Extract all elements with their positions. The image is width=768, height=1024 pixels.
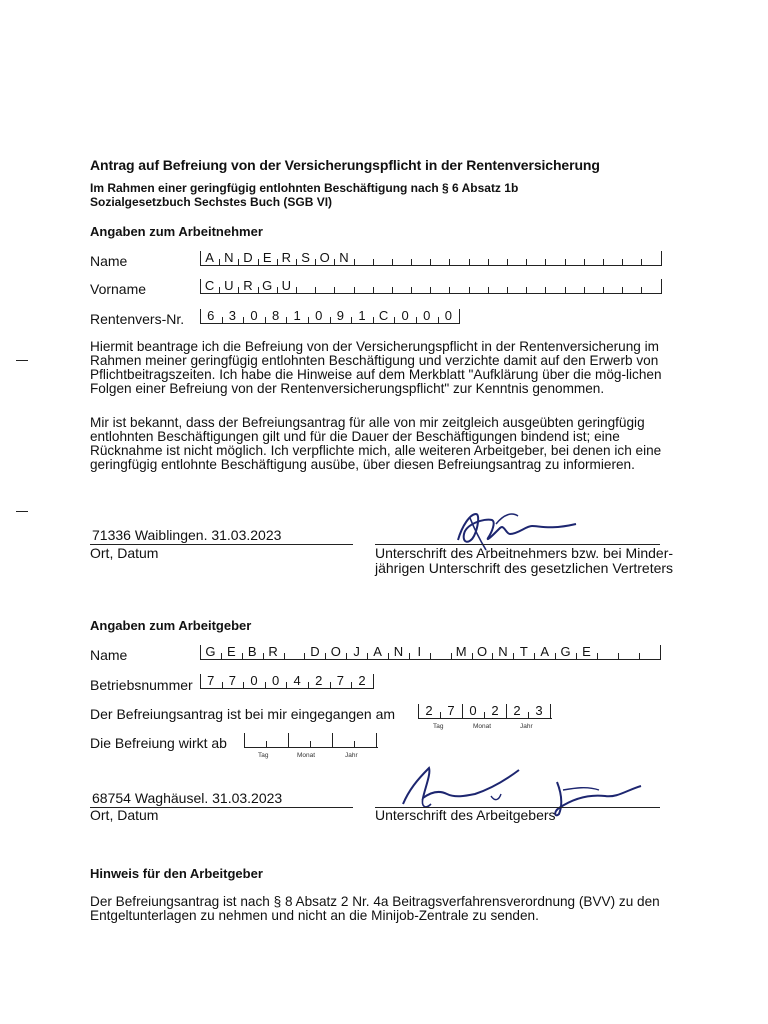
comb-cell [488, 279, 507, 293]
comb-cell [373, 251, 392, 265]
employer-number-field[interactable] [200, 674, 374, 689]
comb-cell: B [242, 645, 263, 659]
comb-cell: N [492, 645, 513, 659]
comb-cell: C [373, 309, 395, 323]
comb-end [660, 645, 661, 659]
comb-cell: I [409, 645, 430, 659]
comb-cell: N [334, 251, 353, 265]
comb-end [373, 674, 374, 688]
comb-cell: G [555, 645, 576, 659]
comb-cell: R [277, 251, 296, 265]
place-date-label: Ort, Datum [90, 545, 159, 561]
employee-firstname-field[interactable] [200, 279, 662, 294]
comb-cell: D [304, 645, 325, 659]
comb-cell: 0 [243, 309, 265, 323]
document-title: Antrag auf Befreiung von der Versicherungspflicht in der Rentenversicherung [90, 157, 600, 173]
comb-cell: C [200, 279, 219, 293]
comb-cell [641, 251, 660, 265]
comb-cell: T [513, 645, 534, 659]
declaration-paragraph-1: Hiermit beantrage ich die Befreiung von der Versicherungspflicht in der Rentenversicherung im Rahmen meiner geringfügig entlohnten Beschäftigung und verzichte damit auf den Erwerb von Pflichtbeitragszeiten. Ich habe die Hinweise auf dem Merkblatt "Aufklärung über die mög-lichen Folgen einer Befreiung von der Rentenversicherungspflicht" zur Kenntnis genommen. [90, 339, 662, 396]
name-label: Name [90, 253, 128, 269]
date-digit-cell: 2 [484, 704, 506, 718]
comb-cell [545, 279, 564, 293]
effective-date-field[interactable] [244, 733, 377, 747]
employer-name-field[interactable] [200, 645, 661, 660]
date-digit-cell [310, 733, 332, 747]
wirkt-ab-label: Die Befreiung wirkt ab [90, 735, 227, 751]
comb-cell [296, 279, 315, 293]
comb-cell: J [346, 645, 367, 659]
comb-cell: A [200, 251, 219, 265]
comb-cell [618, 645, 639, 659]
date-digit-cell [354, 733, 376, 747]
comb-cell [334, 279, 353, 293]
comb-cell [565, 279, 584, 293]
comb-cell: A [367, 645, 388, 659]
date-digit-cell [288, 733, 310, 747]
received-date-field[interactable] [418, 704, 551, 718]
comb-cell: 7 [222, 674, 244, 688]
date-digit-cell: 3 [528, 704, 550, 718]
date-digit-cell: 7 [440, 704, 462, 718]
comb-cell: E [576, 645, 597, 659]
eingegangen-label: Der Befreiungsantrag ist bei mir eingegangen am [90, 706, 396, 722]
date-digit-cell [244, 733, 266, 747]
comb-cell [430, 645, 451, 659]
comb-cell: O [325, 645, 346, 659]
comb-cell [639, 645, 660, 659]
comb-cell: 2 [308, 674, 330, 688]
punch-mark [16, 511, 28, 512]
comb-end [661, 251, 662, 265]
employee-name-field[interactable] [200, 251, 662, 266]
section-heading-hinweis: Hinweis für den Arbeitgeber [90, 866, 263, 881]
employer-place-date-value[interactable]: 68754 Waghäusel. 31.03.2023 [92, 790, 283, 806]
comb-cell [354, 251, 373, 265]
comb-cell [284, 645, 305, 659]
comb-cell [354, 279, 373, 293]
effective-tag-label: Tag [258, 752, 269, 759]
comb-cell [469, 279, 488, 293]
date-digit-cell: 2 [506, 704, 528, 718]
vorname-label: Vorname [90, 281, 147, 297]
document-subtitle-line2: Sozialgesetzbuch Sechstes Buch (SGB VI) [90, 195, 333, 209]
comb-cell [315, 279, 334, 293]
received-monat-label: Monat [473, 723, 492, 730]
comb-cell: S [296, 251, 315, 265]
comb-cell: 1 [351, 309, 373, 323]
employer-signature-label: Unterschrift des Arbeitgebers [375, 807, 556, 823]
comb-cell: U [277, 279, 296, 293]
employer-name-label: Name [90, 647, 128, 663]
section-heading-arbeitnehmer: Angaben zum Arbeitnehmer [90, 224, 263, 239]
comb-cell: 0 [438, 309, 460, 323]
effective-monat-label: Monat [297, 752, 316, 759]
received-jahr-label: Jahr [520, 723, 533, 730]
received-tag-label: Tag [433, 723, 444, 730]
date-end [550, 704, 551, 718]
rv-number-label: Rentenvers-Nr. [90, 311, 185, 327]
employee-place-date-value[interactable]: 71336 Waiblingen. 31.03.2023 [92, 527, 282, 543]
date-end [376, 733, 377, 747]
declaration-paragraph-2: Mir ist bekannt, dass der Befreiungsantrag für alle von mir zeitgleich ausgeübten geringfügig entlohnten Beschäftigungen gilt und für die Dauer der Beschäftigungen bindend ist; eine Rücknahme ist nicht möglich. Ich verpflichte mich, alle weiteren Arbeitgeber, bei denen ich eine geringfügig entlohnte Beschäftigung ausübe, über diesen Befreiungsantrag zu informieren. [90, 415, 662, 472]
comb-cell: 0 [416, 309, 438, 323]
comb-cell: 6 [200, 309, 222, 323]
hinweis-text: Der Befreiungsantrag ist nach § 8 Absatz 2 Nr. 4a Beitragsverfahrensverordnung (BVV) zu den Entgeltunterlagen zu nehmen und nicht an die Minijob-Zentrale zu senden. [90, 894, 660, 923]
comb-cell [584, 251, 603, 265]
comb-end [661, 279, 662, 293]
fold-mark [16, 360, 28, 361]
comb-cell [430, 279, 449, 293]
employer-place-date-label: Ort, Datum [90, 807, 159, 823]
comb-cell: 8 [265, 309, 287, 323]
comb-cell [469, 251, 488, 265]
comb-cell: G [258, 279, 277, 293]
employee-signature-label-line2: jährigen Unterschrift des gesetzlichen Vertreters [375, 560, 674, 576]
date-digit-cell: 0 [462, 704, 484, 718]
comb-cell [411, 251, 430, 265]
comb-cell: 0 [308, 309, 330, 323]
comb-cell [488, 251, 507, 265]
effective-jahr-label: Jahr [345, 752, 358, 759]
comb-cell: 7 [200, 674, 222, 688]
comb-cell: 9 [330, 309, 352, 323]
comb-cell [430, 251, 449, 265]
comb-cell [603, 251, 622, 265]
comb-cell [373, 279, 392, 293]
comb-cell: E [258, 251, 277, 265]
comb-cell [622, 251, 641, 265]
comb-cell [507, 279, 526, 293]
date-digit-cell [332, 733, 354, 747]
section-heading-arbeitgeber: Angaben zum Arbeitgeber [90, 618, 252, 633]
comb-cell: 0 [243, 674, 265, 688]
comb-cell [449, 279, 468, 293]
comb-cell: M [451, 645, 472, 659]
comb-cell: E [221, 645, 242, 659]
comb-cell: R [238, 279, 257, 293]
comb-cell [392, 279, 411, 293]
comb-cell [545, 251, 564, 265]
comb-end [459, 309, 460, 323]
comb-cell: N [388, 645, 409, 659]
date-digit-cell: 2 [418, 704, 440, 718]
comb-cell: O [315, 251, 334, 265]
comb-cell [507, 251, 526, 265]
comb-cell [392, 251, 411, 265]
betriebsnummer-label: Betriebsnummer [90, 677, 193, 693]
pension-insurance-number-field[interactable] [200, 309, 460, 324]
comb-cell [449, 251, 468, 265]
date-digit-cell [266, 733, 288, 747]
comb-cell: U [219, 279, 238, 293]
comb-cell [603, 279, 622, 293]
comb-cell [526, 251, 545, 265]
comb-cell [641, 279, 660, 293]
comb-cell: D [238, 251, 257, 265]
comb-cell: G [200, 645, 221, 659]
comb-cell: 7 [330, 674, 352, 688]
comb-cell [411, 279, 430, 293]
comb-cell [622, 279, 641, 293]
comb-cell: 0 [394, 309, 416, 323]
document-subtitle-line1: Im Rahmen einer geringfügig entlohnten Beschäftigung nach § 6 Absatz 1b [90, 181, 519, 195]
comb-cell: R [263, 645, 284, 659]
comb-cell: 4 [286, 674, 308, 688]
employee-signature-label-line1: Unterschrift des Arbeitnehmers bzw. bei Minder- [375, 545, 674, 561]
comb-cell [526, 279, 545, 293]
comb-cell: 3 [222, 309, 244, 323]
comb-cell: N [219, 251, 238, 265]
comb-cell: A [534, 645, 555, 659]
comb-cell: 2 [351, 674, 373, 688]
comb-cell [584, 279, 603, 293]
comb-cell: 1 [286, 309, 308, 323]
comb-cell [597, 645, 618, 659]
comb-cell: O [472, 645, 493, 659]
comb-cell: 0 [265, 674, 287, 688]
comb-cell [565, 251, 584, 265]
